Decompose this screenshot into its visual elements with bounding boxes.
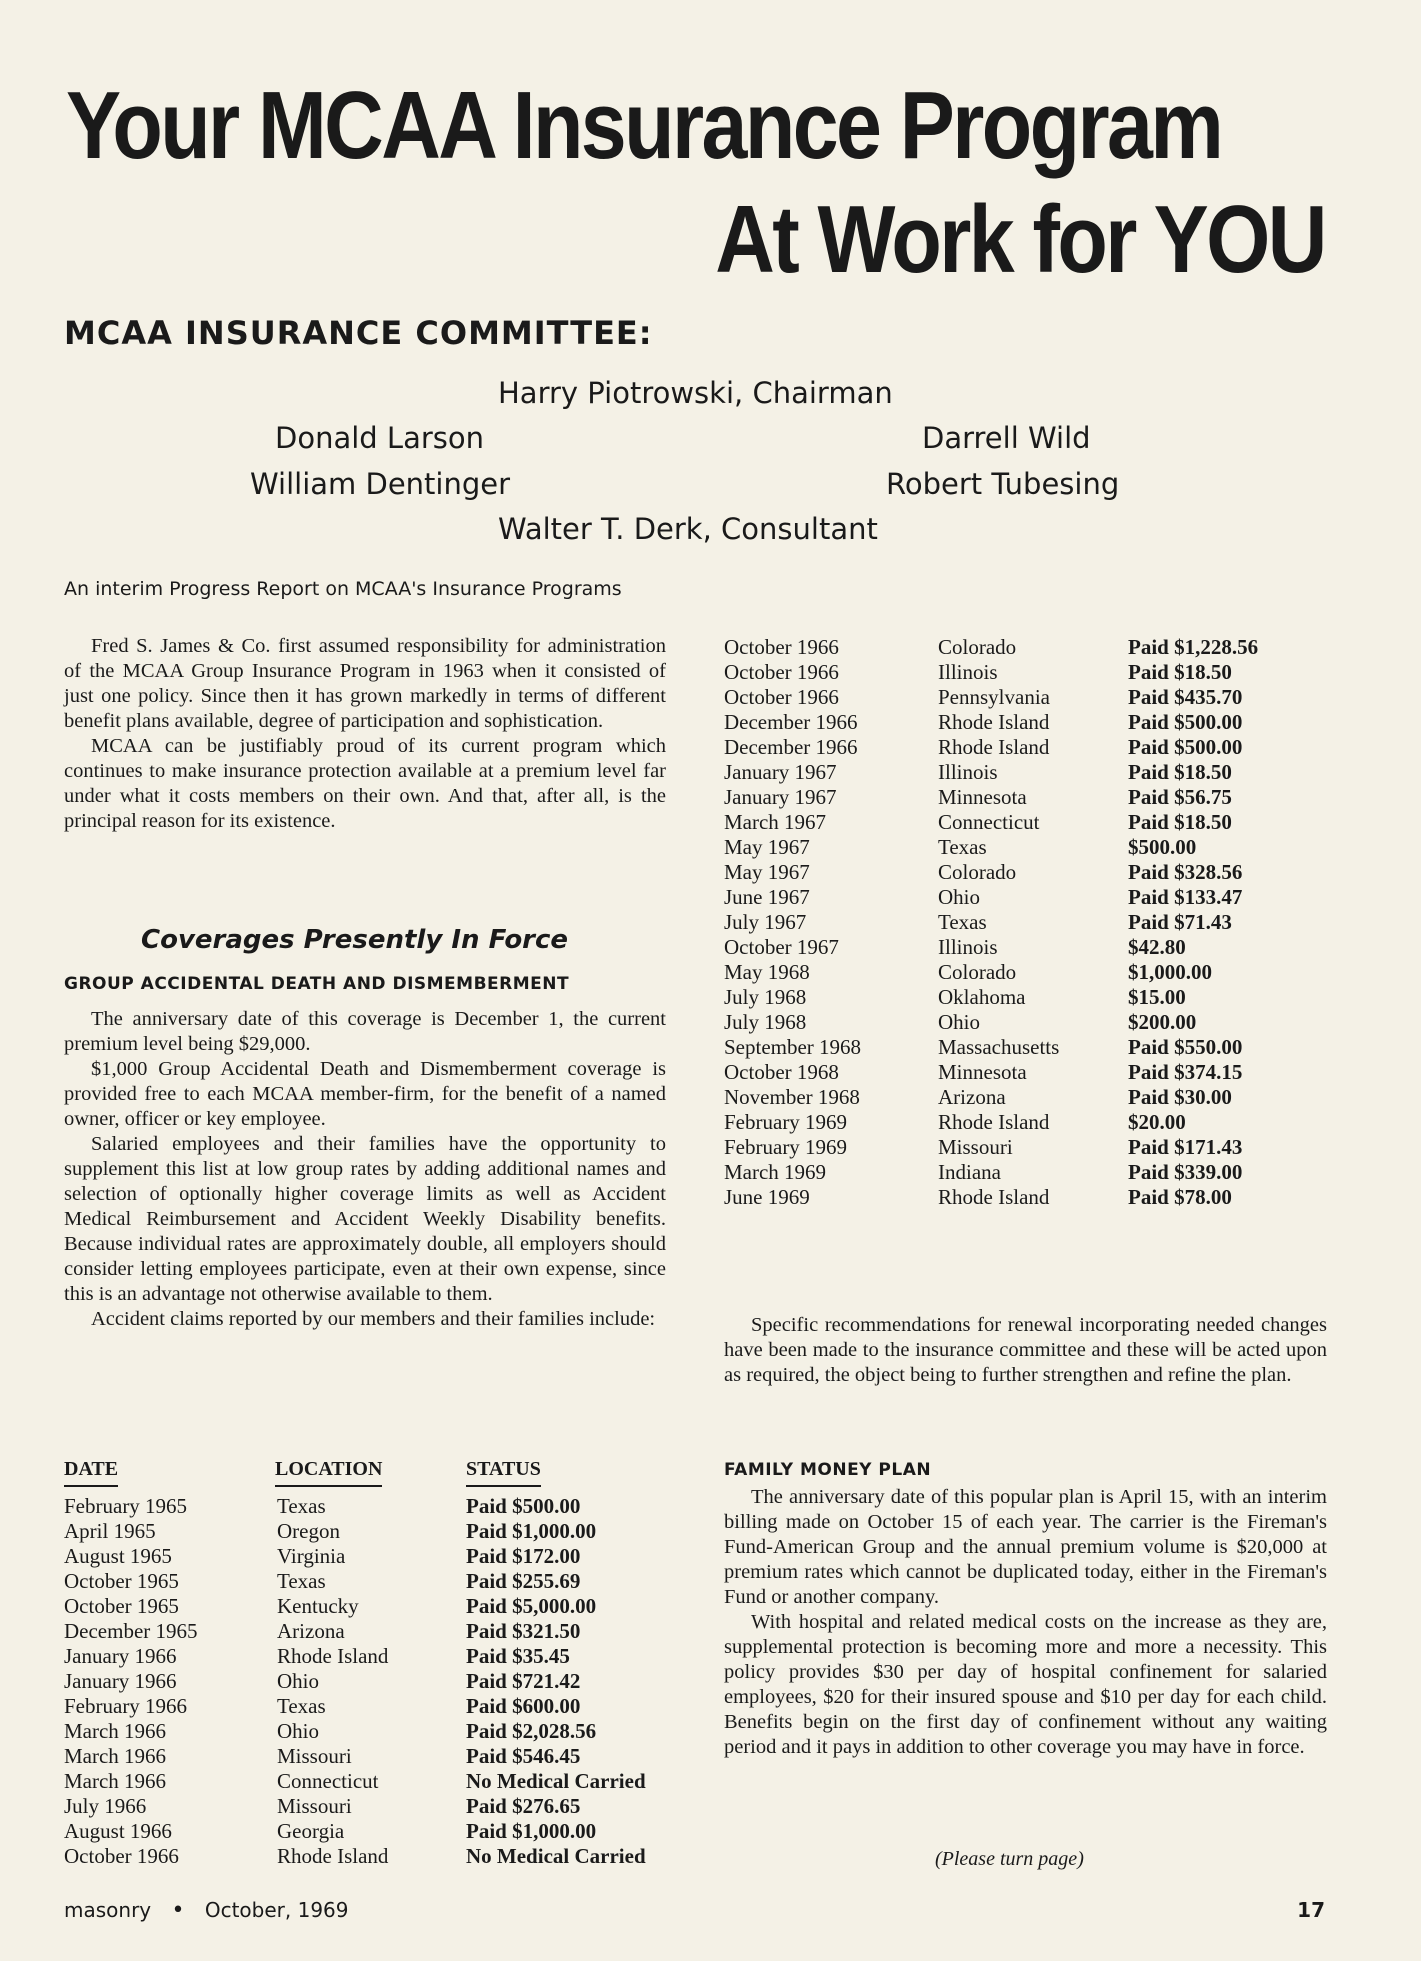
claim-status: Paid $78.00 [1128, 1185, 1232, 1209]
claim-status: Paid $18.50 [1128, 810, 1232, 834]
family-money-plan-paragraph-1: The anniversary date of this popular plan is April 15, with an interim billing made on October 15 of each year. The carrier is the Fireman's Fund-American Group and the annual premium volume is $20,000 at premium rates which cannot be duplicated today, either in the Fireman's Fund or another company. [724, 1486, 1327, 1608]
table-row [724, 1160, 1328, 1185]
committee-heading: MCAA INSURANCE COMMITTEE: [64, 314, 653, 352]
page-number: 17 [1297, 1898, 1325, 1922]
claim-status: Paid $172.00 [466, 1544, 581, 1568]
claim-location: Arizona [277, 1619, 345, 1643]
headline-line-1: Your MCAA Insurance Program [66, 72, 1222, 179]
turn-page-note: (Please turn page) [935, 1848, 1084, 1870]
intro-paragraph-2: MCAA can be justifiably proud of its current program which continues to make insurance protection available at a premium level far under what it costs members on their own. And that, after all, is the principal reason for its existence. [64, 735, 666, 832]
claim-location: Illinois [938, 760, 998, 784]
claim-date: October 1965 [64, 1569, 179, 1593]
claim-date: January 1967 [724, 785, 837, 809]
table-row [64, 1569, 676, 1594]
claim-location: Georgia [277, 1819, 345, 1843]
claim-location: Minnesota [938, 785, 1027, 809]
table-row [64, 1619, 676, 1644]
claim-location: Rhode Island [938, 710, 1050, 734]
claim-location: Kentucky [277, 1594, 359, 1618]
committee-member-4: Robert Tubesing [886, 467, 1120, 501]
claim-date: July 1967 [724, 910, 807, 934]
committee-consultant: Walter T. Derk, Consultant [498, 512, 878, 546]
claim-status: Paid $435.70 [1128, 685, 1243, 709]
claim-status: Paid $600.00 [466, 1694, 581, 1718]
claim-date: May 1967 [724, 835, 810, 859]
table-row [724, 810, 1328, 835]
claim-location: Rhode Island [938, 1185, 1050, 1209]
claim-status: Paid $35.45 [466, 1644, 570, 1668]
claim-date: August 1966 [64, 1819, 172, 1843]
claim-status: Paid $1,000.00 [466, 1519, 597, 1543]
claim-status: Paid $339.00 [1128, 1160, 1243, 1184]
claim-date: December 1965 [64, 1619, 198, 1643]
recommendations-paragraph: Specific recommendations for renewal incorporating needed changes have been made to the insurance committee and these will be acted upon as required, the object being to further strengthen and refine the plan. [724, 1314, 1327, 1386]
table-row [724, 960, 1328, 985]
claim-location: Texas [277, 1694, 326, 1718]
claim-status: No Medical Carried [466, 1769, 646, 1793]
claim-status: Paid $374.15 [1128, 1060, 1243, 1084]
table-row [724, 835, 1328, 860]
table-row [724, 685, 1328, 710]
claim-status: $500.00 [1128, 835, 1197, 859]
family-money-plan-paragraph-2: With hospital and related medical costs on the increase as they are, supplemental protection is becoming more and more a necessity. This policy provides $30 per day of hospital confinement for salaried employees, $20 for their insured spouse and $10 per day for each child. Benefits begin on the first day of confinement without any waiting period and it pays in addition to other coverage you may have in force. [724, 1611, 1327, 1758]
table-row [724, 1135, 1328, 1160]
claim-status: Paid $71.43 [1128, 910, 1232, 934]
table-row [64, 1519, 676, 1544]
claim-date: January 1966 [64, 1644, 177, 1668]
table-row [724, 710, 1328, 735]
table-row [724, 1035, 1328, 1060]
table-row [724, 635, 1328, 660]
table-row [64, 1594, 676, 1619]
claim-location: Illinois [938, 660, 998, 684]
claim-date: October 1966 [64, 1844, 179, 1868]
claim-location: Ohio [938, 885, 980, 909]
claims-header-date: DATE [64, 1450, 275, 1494]
claim-status: Paid $5,000.00 [466, 1594, 597, 1618]
claim-status: Paid $500.00 [466, 1494, 581, 1518]
claim-date: October 1966 [724, 635, 839, 659]
claim-location: Texas [277, 1494, 326, 1518]
claim-date: July 1968 [724, 985, 807, 1009]
table-row [724, 1085, 1328, 1110]
claim-date: February 1965 [64, 1494, 188, 1518]
claim-date: December 1966 [724, 710, 858, 734]
table-row [64, 1794, 676, 1819]
claim-status: Paid $721.42 [466, 1669, 581, 1693]
claim-date: September 1968 [724, 1035, 862, 1059]
claim-location: Colorado [938, 860, 1017, 884]
claim-date: December 1966 [724, 735, 858, 759]
claim-date: June 1969 [724, 1185, 810, 1209]
claim-date: October 1968 [724, 1060, 839, 1084]
claim-location: Texas [277, 1569, 326, 1593]
claim-date: October 1967 [724, 935, 839, 959]
coverages-title: Coverages Presently In Force [141, 925, 569, 955]
claim-location: Oregon [277, 1519, 340, 1543]
claims-header-location: LOCATION [275, 1450, 466, 1494]
claim-location: Rhode Island [277, 1844, 389, 1868]
claim-date: November 1968 [724, 1085, 860, 1109]
table-row [64, 1769, 676, 1794]
claim-location: Minnesota [938, 1060, 1027, 1084]
claim-location: Massachusetts [938, 1035, 1060, 1059]
claim-status: Paid $30.00 [1128, 1085, 1232, 1109]
claim-status: Paid $1,228.56 [1128, 635, 1259, 659]
claim-date: May 1968 [724, 960, 810, 984]
claim-location: Illinois [938, 935, 998, 959]
table-row [64, 1744, 676, 1769]
family-money-plan-subhead: FAMILY MONEY PLAN [724, 1460, 932, 1480]
claims-table [64, 1450, 676, 1869]
table-row [724, 1010, 1328, 1035]
claims-table-continued-body [724, 635, 1328, 1210]
table-row [64, 1644, 676, 1669]
intro-paragraph-1: Fred S. James & Co. first assumed responsibility for administration of the MCAA Group Insurance Program in 1963 when it consisted of just one policy. Since then it has grown markedly in terms of different benefit plans available, degree of participation and sophistication. [64, 635, 666, 732]
claim-status: $20.00 [1128, 1110, 1186, 1134]
coverages-subhead: GROUP ACCIDENTAL DEATH AND DISMEMBERMENT [64, 974, 570, 994]
table-row [64, 1494, 676, 1519]
intro-text [64, 634, 666, 834]
claim-status: Paid $276.65 [466, 1794, 581, 1818]
claim-location: Pennsylvania [938, 685, 1050, 709]
committee-member-3: William Dentinger [250, 467, 511, 501]
family-money-plan-text [724, 1485, 1327, 1760]
claim-status: Paid $171.43 [1128, 1135, 1243, 1159]
table-row [64, 1844, 676, 1869]
claim-date: August 1965 [64, 1544, 172, 1568]
claim-date: October 1966 [724, 685, 839, 709]
table-row [724, 860, 1328, 885]
publication-date: October, 1969 [204, 1898, 349, 1922]
claims-table-body [64, 1494, 676, 1869]
claim-status: No Medical Carried [466, 1844, 646, 1868]
claim-location: Rhode Island [938, 1110, 1050, 1134]
table-row [724, 1185, 1328, 1210]
claim-status: $42.80 [1128, 935, 1186, 959]
claim-location: Oklahoma [938, 985, 1026, 1009]
claim-location: Colorado [938, 635, 1017, 659]
committee-member-1: Donald Larson [275, 421, 484, 455]
claim-location: Arizona [938, 1085, 1006, 1109]
claim-status: $15.00 [1128, 985, 1186, 1009]
table-row [724, 1060, 1328, 1085]
coverages-paragraph-4: Accident claims reported by our members and their families include: [91, 1308, 656, 1330]
claim-date: March 1966 [64, 1769, 167, 1793]
coverages-paragraph-3: Salaried employees and their families have the opportunity to supplement this list at low group rates by adding additional names and selection of optionally higher coverage limits as well as Accident Medical Reimbursement and Accident Weekly Disability benefits. Because individual rates are approximately double, all employers should consider letting employees participate, even at their own expense, since this is an advantage not otherwise available to them. [64, 1133, 666, 1305]
claim-date: October 1965 [64, 1594, 179, 1618]
claim-date: July 1966 [64, 1794, 147, 1818]
claim-date: February 1969 [724, 1110, 848, 1134]
claim-location: Ohio [277, 1719, 319, 1743]
claim-date: October 1966 [724, 660, 839, 684]
coverages-paragraph-1: The anniversary date of this coverage is December 1, the current premium level being $29,000. [64, 1008, 666, 1055]
claim-date: May 1967 [724, 860, 810, 884]
claim-date: July 1968 [724, 1010, 807, 1034]
claims-header-status: STATUS [466, 1450, 676, 1494]
footer-publication [64, 1898, 349, 1923]
claim-status: Paid $1,000.00 [466, 1819, 597, 1843]
table-row [724, 660, 1328, 685]
claim-date: March 1966 [64, 1719, 167, 1743]
publication-name: masonry [64, 1898, 152, 1922]
claim-location: Indiana [938, 1160, 1001, 1184]
claim-date: March 1966 [64, 1744, 167, 1768]
table-row [64, 1719, 676, 1744]
table-row [724, 885, 1328, 910]
table-row [724, 935, 1328, 960]
table-row [724, 735, 1328, 760]
claim-location: Texas [938, 910, 987, 934]
claim-location: Texas [938, 835, 987, 859]
claim-status: Paid $255.69 [466, 1569, 581, 1593]
committee-chairman: Harry Piotrowski, Chairman [498, 376, 893, 410]
claim-status: Paid $500.00 [1128, 710, 1243, 734]
table-row [64, 1819, 676, 1844]
claim-date: June 1967 [724, 885, 810, 909]
claim-status: Paid $133.47 [1128, 885, 1243, 909]
table-row [64, 1669, 676, 1694]
claim-status: Paid $328.56 [1128, 860, 1243, 884]
claim-location: Ohio [938, 1010, 980, 1034]
claim-status: Paid $546.45 [466, 1744, 581, 1768]
committee-member-2: Darrell Wild [922, 421, 1091, 455]
coverages-paragraph-2: $1,000 Group Accidental Death and Dismemberment coverage is provided free to each MCAA member-firm, for the benefit of a named owner, officer or key employee. [64, 1058, 666, 1130]
claim-status: $200.00 [1128, 1010, 1197, 1034]
claim-location: Ohio [277, 1669, 319, 1693]
claim-date: January 1967 [724, 760, 837, 784]
claim-status: Paid $321.50 [466, 1619, 581, 1643]
claim-location: Connecticut [277, 1769, 379, 1793]
claim-location: Missouri [277, 1744, 352, 1768]
claim-date: February 1969 [724, 1135, 848, 1159]
claim-status: Paid $550.00 [1128, 1035, 1243, 1059]
claim-date: April 1965 [64, 1519, 156, 1543]
headline-line-2: At Work for YOU [715, 186, 1325, 293]
recommendations-text [724, 1313, 1327, 1388]
claim-location: Missouri [938, 1135, 1013, 1159]
claim-location: Colorado [938, 960, 1017, 984]
claim-status: Paid $18.50 [1128, 760, 1232, 784]
claim-location: Connecticut [938, 810, 1040, 834]
footer-bullet: • [171, 1898, 185, 1923]
claim-date: February 1966 [64, 1694, 188, 1718]
claim-status: Paid $18.50 [1128, 660, 1232, 684]
table-row [724, 1110, 1328, 1135]
coverages-text [64, 1007, 666, 1332]
claim-date: January 1966 [64, 1669, 177, 1693]
claims-table-continued [724, 635, 1328, 1210]
claim-status: Paid $2,028.56 [466, 1719, 597, 1743]
claim-status: $1,000.00 [1128, 960, 1212, 984]
interim-report-title: An interim Progress Report on MCAA's Insurance Programs [64, 578, 622, 600]
table-row [64, 1544, 676, 1569]
claim-status: Paid $500.00 [1128, 735, 1243, 759]
table-row [724, 985, 1328, 1010]
claim-location: Rhode Island [938, 735, 1050, 759]
table-row [724, 910, 1328, 935]
claim-location: Rhode Island [277, 1644, 389, 1668]
table-row [64, 1694, 676, 1719]
table-row [724, 760, 1328, 785]
claim-location: Missouri [277, 1794, 352, 1818]
claim-location: Virginia [277, 1544, 346, 1568]
claim-date: March 1967 [724, 810, 827, 834]
table-row [724, 785, 1328, 810]
claim-status: Paid $56.75 [1128, 785, 1232, 809]
claim-date: March 1969 [724, 1160, 827, 1184]
